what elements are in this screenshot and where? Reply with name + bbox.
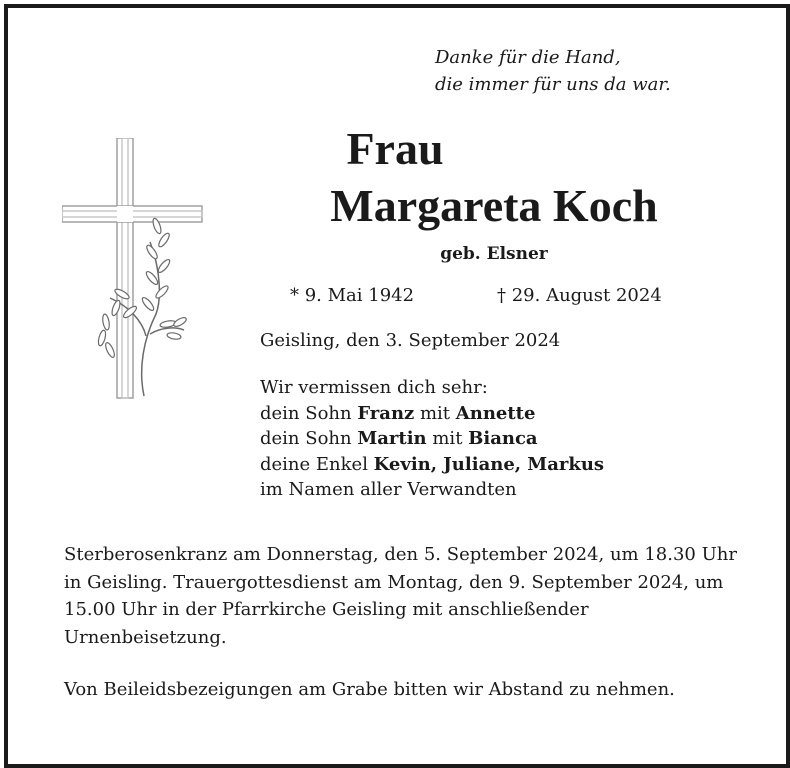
mourner-partner-name: Bianca <box>468 428 538 449</box>
mourner-partner-name: Annette <box>455 402 536 424</box>
mourner-line <box>260 401 604 427</box>
mourner-name: Martin <box>357 428 427 449</box>
mourner-line <box>260 426 604 452</box>
grandchildren-names: Kevin, Juliane, Markus <box>373 453 605 475</box>
mourner-relation: deine Enkel <box>260 453 374 475</box>
maiden-name: geb. Elsner <box>440 244 548 264</box>
motto-line-2: die immer für uns da war. <box>435 74 671 95</box>
deceased-name: Margareta Koch <box>330 180 658 231</box>
mourner-connector: mit <box>414 402 456 424</box>
motto <box>435 44 671 98</box>
funeral-notice: Sterberosenkranz am Donnerstag, den 5. September 2024, um 18.30 Uhr in Geisling. Trauergottesdienst am Montag, den 9. September 2024, um 15.00 Uhr in der Pfarrkirche Geisling mit anschließender Urnenbeisetzung. <box>64 544 737 648</box>
mourners-list <box>260 375 604 503</box>
mourners-intro: Wir vermissen dich sehr: <box>260 377 488 398</box>
mourners-closing: im Namen aller Verwandten <box>260 479 517 500</box>
mourner-relation: dein Sohn <box>260 402 358 424</box>
mourner-name: Franz <box>357 402 415 424</box>
salutation: Frau <box>346 123 444 174</box>
condolence-notice: Von Beileidsbezeigungen am Grabe bitten wir Abstand zu nehmen. <box>64 679 675 700</box>
cross-with-laurel-icon <box>62 138 212 400</box>
birth-date: * 9. Mai 1942 <box>290 285 415 306</box>
motto-line-1: Danke für die Hand, <box>435 47 621 68</box>
mourner-line <box>260 452 604 478</box>
mourner-relation: dein Sohn <box>260 428 358 449</box>
mourner-connector: mit <box>426 428 469 449</box>
place-and-date: Geisling, den 3. September 2024 <box>260 330 561 351</box>
death-date: † 29. August 2024 <box>497 285 662 306</box>
